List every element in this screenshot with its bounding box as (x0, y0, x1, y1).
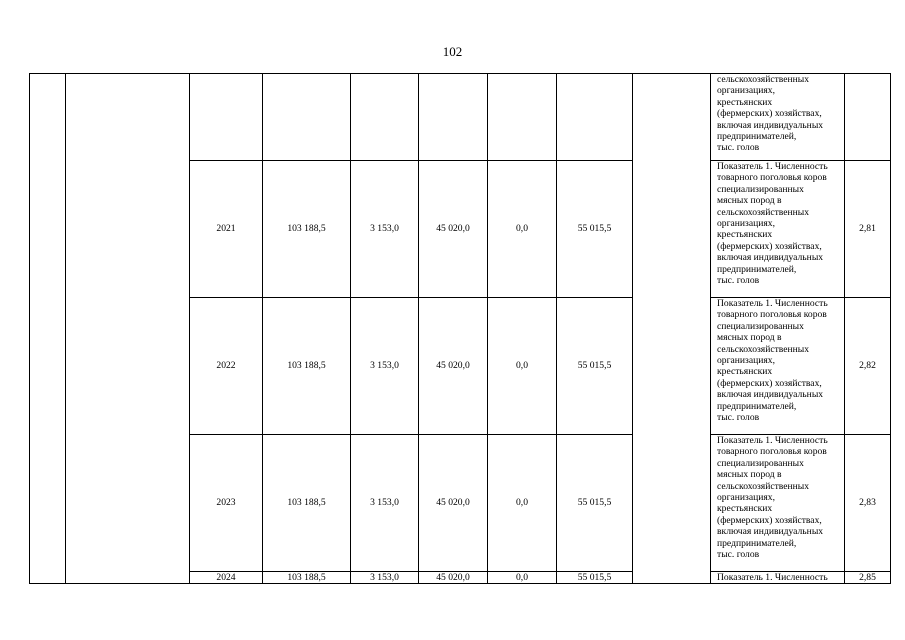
local-budget-cell (488, 74, 557, 161)
indicator-value-cell (845, 74, 891, 161)
responsible-executor-cell (633, 74, 711, 584)
table-row-continued (30, 74, 891, 161)
indicator-text-cell: Показатель 1. Численность товарного поголовья коров специализированных мясных пород в сельскохозяйственных организациях, крестьянских (фермерских) хозяйствах, включая индивидуальных предпринимателей, тыс. голов (711, 298, 845, 435)
federal-budget-cell: 3 153,0 (351, 435, 419, 572)
regional-budget-cell (419, 74, 488, 161)
indicator-value-cell: 2,82 (845, 298, 891, 435)
year-cell: 2021 (190, 161, 263, 298)
federal-budget-cell: 3 153,0 (351, 161, 419, 298)
local-budget-cell: 0,0 (488, 572, 557, 584)
indicator-text-cell: сельскохозяйственных организациях, крестьянских (фермерских) хозяйствах, включая индивидуальных предпринимателей, тыс. голов (711, 74, 845, 161)
regional-budget-cell: 45 020,0 (419, 161, 488, 298)
local-budget-cell: 0,0 (488, 161, 557, 298)
federal-budget-cell: 3 153,0 (351, 572, 419, 584)
regional-budget-cell: 45 020,0 (419, 435, 488, 572)
other-sources-cell: 55 015,5 (557, 572, 633, 584)
total-cell: 103 188,5 (263, 298, 351, 435)
indicator-text-cell: Показатель 1. Численность (711, 572, 845, 584)
year-cell: 2024 (190, 572, 263, 584)
indicator-value-cell: 2,81 (845, 161, 891, 298)
total-cell (263, 74, 351, 161)
indicator-text-cell: Показатель 1. Численность товарного поголовья коров специализированных мясных пород в сельскохозяйственных организациях, крестьянских (фермерских) хозяйствах, включая индивидуальных предпринимателей, тыс. голов (711, 435, 845, 572)
program-funding-table (29, 73, 891, 584)
other-sources-cell: 55 015,5 (557, 435, 633, 572)
year-cell (190, 74, 263, 161)
total-cell: 103 188,5 (263, 572, 351, 584)
other-sources-cell: 55 015,5 (557, 298, 633, 435)
indicator-text-cell: Показатель 1. Численность товарного поголовья коров специализированных мясных пород в сельскохозяйственных организациях, крестьянских (фермерских) хозяйствах, включая индивидуальных предпринимателей, тыс. голов (711, 161, 845, 298)
indicator-value-cell: 2,83 (845, 435, 891, 572)
local-budget-cell: 0,0 (488, 435, 557, 572)
activity-name-cell (66, 74, 190, 584)
other-sources-cell (557, 74, 633, 161)
year-cell: 2022 (190, 298, 263, 435)
indicator-value-cell: 2,85 (845, 572, 891, 584)
regional-budget-cell: 45 020,0 (419, 298, 488, 435)
number-cell (30, 74, 66, 584)
total-cell: 103 188,5 (263, 161, 351, 298)
federal-budget-cell (351, 74, 419, 161)
regional-budget-cell: 45 020,0 (419, 572, 488, 584)
federal-budget-cell: 3 153,0 (351, 298, 419, 435)
total-cell: 103 188,5 (263, 435, 351, 572)
other-sources-cell: 55 015,5 (557, 161, 633, 298)
year-cell: 2023 (190, 435, 263, 572)
page-number: 102 (442, 44, 463, 59)
local-budget-cell: 0,0 (488, 298, 557, 435)
